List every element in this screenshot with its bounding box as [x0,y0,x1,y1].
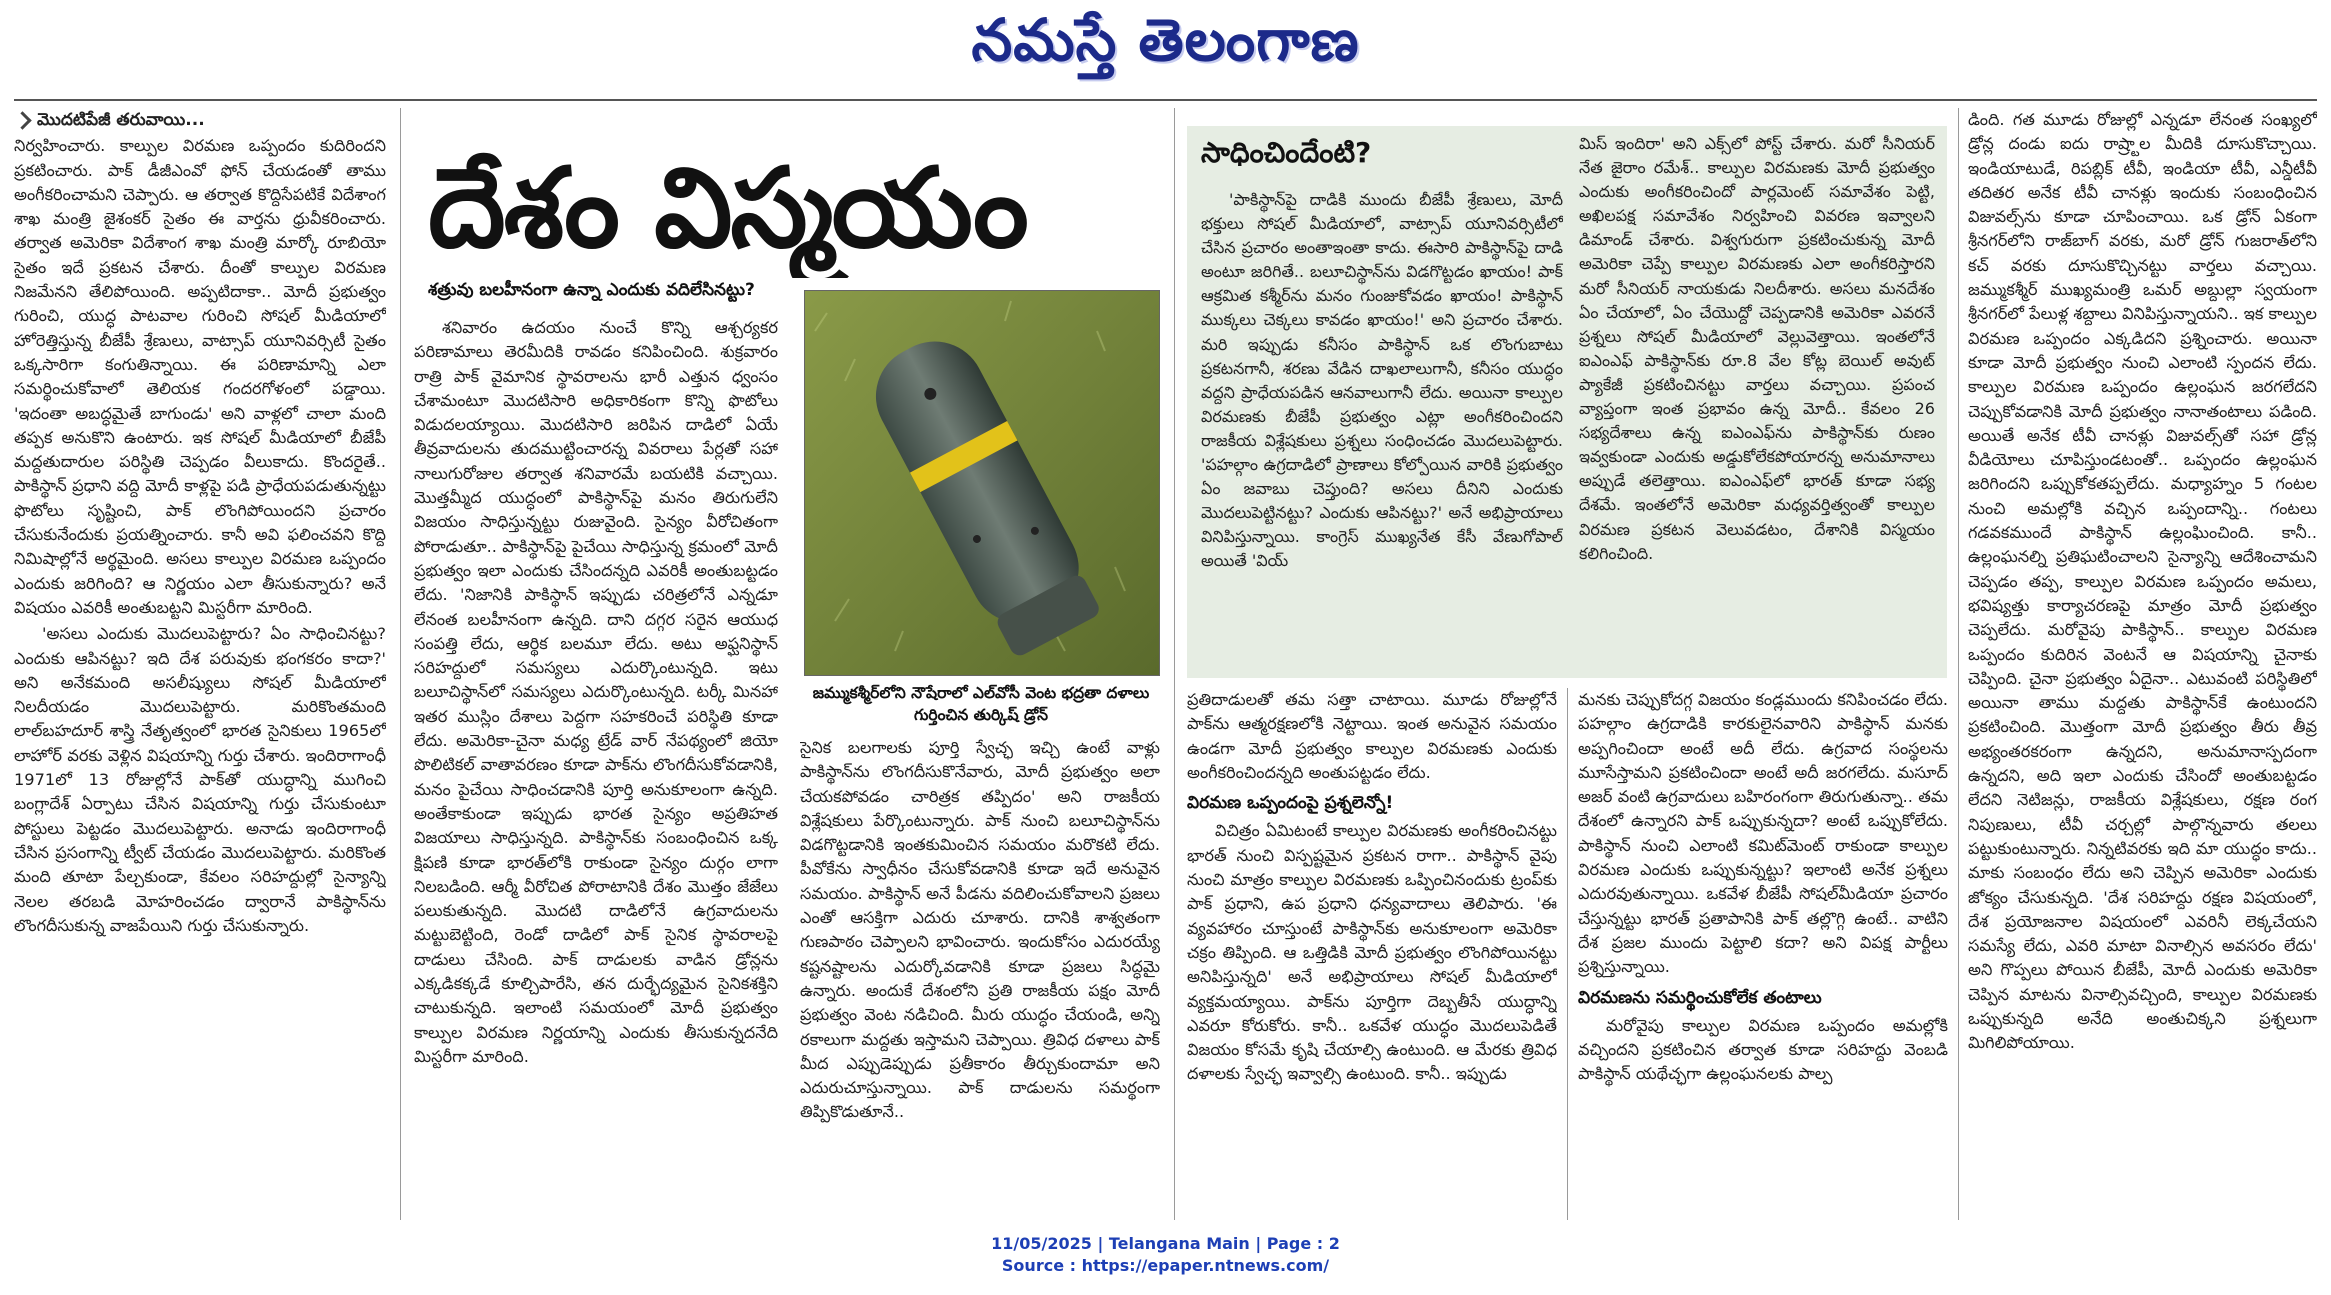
paragraph: మిస్‌ ఇందిరా' అని ఎక్స్‌లో పోస్ట్‌ చేశారు. మరో సీనియర్‌ నేత జైరాం రమేశ్‌.. కాల్పుల విరమణకు మోదీ ప్రభుత్వం ఎందుకు అంగీకరించిందో పార్లమెంట్‌ సమావేశం పెట్టి, అఖిలపక్ష సమావేశం నిర్వహించి వివరణ ఇవ్వాలని డిమాండ్‌ చేశారు. విశ్వగురుగా ప్రకటించుకున్న మోదీ అమెరికా చెప్పే కాల్పుల విరమణకు ఎలా అంగీకరిస్తారని మరో సీనియర్‌ నాయకుడు నిలదీశారు. అసలు మనదేశం ఏం చేయాలో, ఏం చేయొద్దో చెప్పడానికి అమెరికా ఎవరనే ప్రశ్నలు సోషల్‌ మీడియాలో వెల్లువెత్తాయి. ఇంతలోనే ఐఎంఎఫ్‌ పాకిస్థాన్‌కు రూ.8 వేల కోట్ల బెయిల్‌ అవుట్‌ ప్యాకేజీ ప్రకటించినట్టు వార్తలు వచ్చాయి. ప్రపంచ వ్యాప్తంగా ఇంత ప్రభావం ఉన్న మోదీ.. కేవలం 26 సభ్యదేశాలు ఉన్న ఐఎంఎఫ్‌ను పాకిస్థాన్‌కు రుణం ఇవ్వకుండా ఎందుకు అడ్డుకోలేకపోయారన్న అనుమానాలు అప్పుడే తలెత్తాయి. ఐఎంఎఫ్‌లో భారత్‌ కూడా సభ్య దేశమే. ఇంతలోనే అమెరికా మధ్యవర్తిత్వంతో కాల్పుల విరమణ ప్రకటన వెలువడటం, దేశానికి విస్మయం కలిగించింది. [1579,134,1935,563]
continued-label: మొదటిపేజీ తరువాయి... [14,108,386,132]
column-1 [14,108,386,1220]
column-5 [1578,688,1948,1220]
paragraph: ప్రతిదాడులతో తమ సత్తా చాటాయి. మూడు రోజుల్లోనే పాక్‌ను ఆత్మరక్షణలోకి నెట్టాయి. ఇంత అనువైన సమయం ఉండగా మోదీ ప్రభుత్వం కాల్పుల విరమణకు ఎందుకు అంగీకరించిందన్నది అంతుపట్టడం లేదు. [1187,690,1557,782]
paragraph: డింది. గత మూడు రోజుల్లో ఎన్నడూ లేనంత సంఖ్యలో డ్రోన్ల దండు ఐదు రాష్ర్టాల మీదికి దూసుకొచ్చాయి. ఇండియాటుడే, రిపబ్లిక్‌ టీవీ, ఇండియా టీవీ, ఎన్డీటీవీ తదితర అనేక టీవీ చానళ్లు ఇందుకు సంబంధించిన విజువల్స్‌ను కూడా చూపించాయి. ఒక డ్రోన్‌ ఏకంగా శ్రీనగర్‌లోని రాజ్‌బాగ్‌ వరకు, మరో డ్రోన్‌ గుజరాత్‌లోని కచ్‌ వరకు దూసుకొచ్చినట్టు వార్తలు వచ్చాయి. జమ్ముకశ్మీర్‌ ముఖ్యమంత్రి ఒమర్‌ అబ్దుల్లా స్వయంగా శ్రీనగర్‌లో పేలుళ్ల శబ్దాలు వినిపిస్తున్నాయని.. ఇక కాల్పుల విరమణ ఒప్పందం ఎక్కడిదని ప్రశ్నించారు. అయినా కూడా మోదీ ప్రభుత్వం నుంచి ఎలాంటి స్పందన లేదు. కాల్పుల విరమణ ఒప్పందం ఉల్లంఘన జరగలేదని చెప్పుకోవడానికి మోదీ ప్రభుత్వం నానాతంటాలు పడింది. అయితే అనేక టీవీ చానళ్లు విజువల్స్‌తో సహా డ్రోన్ల వీడియోలు చూపిస్తుండటంతో.. ఒప్పందం ఉల్లంఘన జరిగిందని ఒప్పుకోకతప్పలేదు. మధ్యాహ్నం 5 గంటల నుంచి అమల్లోకి వచ్చిన ఒప్పందాన్ని.. గంటలు గడవకముందే పాకిస్థాన్‌ ఉల్లంఘించింది. కానీ.. ఉల్లంఘనల్ని ప్రతిఘటించాలని సైన్యాన్ని ఆదేశించామని చెప్పడం తప్ప, కాల్పుల విరమణ ఒప్పందం అమలు, భవిష్యత్తు కార్యాచరణపై మాత్రం మోదీ ప్రభుత్వం చెప్పలేదు. మరోవైపు పాకిస్థాన్‌.. కాల్పుల విరమణ ఒప్పందం కుదిరిన వెంటనే ఆ విషయాన్ని చైనాకు చెప్పింది. చైనా ప్రభుత్వం ఏదైనా.. ఎటువంటి పరిస్థితిలో అయినా తాము మద్దతు పాకిస్థాన్‌కే ఉంటుందని ప్రకటించింది. మొత్తంగా మోదీ ప్రభుత్వం తీరు తీవ్ర అభ్యంతరకరంగా ఉన్నదని, అనుమానాస్పదంగా ఉన్నదని, అది ఇలా ఎందుకు చేసిందో అంతుబట్టడం లేదని నెటిజన్లు, రాజకీయ విశ్లేషకులు, రక్షణ రంగ నిపుణులు, టీవీ చర్చల్లో పాల్గొన్నవారు తలలు పట్టుకుంటున్నారు. నిన్నటివరకు ఇది మా యుద్ధం కాదు.. మాకు సంబంధం లేదు అని చెప్పిన అమెరికా ఎందుకు జోక్యం చేసుకున్నది. 'దేశ సరిహద్దు రక్షణ విషయంలో, దేశ ప్రయోజనాల విషయంలో ఎవరినీ లెక్కచేయని సమస్యే లేదు, ఎవరి మాటా వినాల్సిన అవసరం లేదు' అని గొప్పలు పోయిన బీజేపీ, మోదీ ఎందుకు అమెరికా చెప్పిన మాటను వినాల్సివచ్చింది, కాల్పుల విరమణకు ఒప్పుకున్నది అనేది అంతుచిక్కని ప్రశ్నలుగా మిగిలిపోయాయి. [1968,110,2317,1053]
column-divider [1958,108,1959,1220]
section-heading: విరమణ ఒప్పందంపై ప్రశ్నలెన్నో! [1187,793,1394,814]
paragraph: 'పాకిస్థాన్‌పై దాడికి ముందు బీజేపీ శ్రేణులు, మోదీ భక్తులు సోషల్‌ మీడియాలో, వాట్సాప్‌ యూనివర్సిటీలో చేసిన ప్రచారం అంతాఇంతా కాదు. ఈసారి పాకిస్థాన్‌పై దాడి అంటూ జరిగితే.. బలూచిస్థాన్‌ను విడగొట్టడం ఖాయం! పాక్‌ ఆక్రమిత కశ్మీర్‌ను మనం గుంజుకోవడం ఖాయం! పాకిస్థాన్‌ ముక్కలు చెక్కలు కావడం ఖాయం!' అని ప్రచారం చేశారు. మరి ఇప్పుడు కనీసం పాకిస్థాన్‌ ఒక లొంగుబాటు ప్రకటనగానీ, శరణు వేడిన దాఖలాలుగానీ, కనీసం యుద్ధం వద్దని ప్రాధేయపడిన ఆనవాలుగానీ లేదు. అయినా కాల్పుల విరమణకు బీజేపీ ప్రభుత్వం ఎట్లా అంగీకరించిందని రాజకీయ విశ్లేషకులు ప్రశ్నలు సంధించడం మొదలుపెట్టారు. 'పహల్గాం ఉగ్రదాడిలో ప్రాణాలు కోల్పోయిన వారికి ప్రభుత్వం ఏం జవాబు చెప్తుంది? అసలు దీనిని ఎందుకు మొదలుపెట్టినట్టు? ఎందుకు ఆపినట్టు?' అనే అభిప్రాయాలు వినిపిస్తున్నాయి. కాంగ్రెస్‌ ముఖ్యనేత కేసీ వేణుగోపాల్‌ అయితే 'వియ్‌ [1201,190,1563,571]
column-3 [800,736,1160,1220]
page-footer [0,1233,2331,1277]
subheadline: శత్రువు బలహీనంగా ఉన్నా ఎందుకు వదిలేసినట్టు? [428,280,755,300]
drone-photo [804,290,1160,676]
masthead-logo: నమస్తే తెలంగాణ [971,6,1360,74]
column-4 [1187,688,1557,1220]
sidebar-box [1187,126,1947,678]
edition-info: 11/05/2025 | Telangana Main | Page : 2 [991,1234,1340,1253]
paragraph: విచిత్రం ఏమిటంటే కాల్పుల విరమణకు అంగీకరించినట్టు భారత్‌ నుంచి విస్పష్టమైన ప్రకటన రాగా.. పాకిస్థాన్‌ వైపు నుంచి మాత్రం కాల్పుల విరమణకు ఒప్పించినందుకు ట్రంప్‌కు పాక్‌ ప్రధాని, ఉప ప్రధాని ధన్యవాదాలు తెలిపారు. 'ఈ వ్యవహారం చూస్తుంటే పాకిస్థాన్‌కు అనుకూలంగా అమెరికా చక్రం తిప్పింది. ఆ ఒత్తిడికి మోదీ ప్రభుత్వం లొంగిపోయినట్టు అనిపిస్తున్నది' అనే అభిప్రాయాలు సోషల్‌ మీడియాలో వ్యక్తమయ్యాయి. పాక్‌ను పూర్తిగా దెబ్బతీసే యుద్ధాన్ని ఎవరూ కోరుకోరు. కానీ.. ఒకవేళ యుద్ధం మొదలుపెడితే విజయం కోసమే కృషి చేయాల్సి ఉంటుంది. ఆ మేరకు త్రివిధ దళాలకు స్వేచ్ఛ ఇవ్వాల్సి ఉంటుంది. కానీ.. ఇప్పుడు [1187,821,1557,1084]
column-2 [414,316,778,1220]
source-link[interactable]: Source : https://epaper.ntnews.com/ [1001,1256,1330,1275]
masthead-rule [14,99,2317,101]
sidebar-column-b [1579,132,1935,670]
column-divider [400,108,401,1220]
column-6 [1968,108,2317,1220]
paragraph: శనివారం ఉదయం నుంచే కొన్ని ఆశ్చర్యకర పరిణామాలు తెరమీదికి రావడం కనిపించింది. శుక్రవారం రాత్రి పాక్‌ వైమానిక స్థావరాలను భారీ ఎత్తున ధ్వంసం చేశామంటూ మొదటిసారి అధికారికంగా కొన్ని ఫొటోలు విడుదలయ్యాయి. మొదటిసారి జరిపిన దాడిలో ఏయే తీవ్రవాదులను తుదముట్టించారన్న వివరాలు పేర్లతో సహా నాలుగురోజుల తర్వాత శనివారమే బయటికి వచ్చాయి. మొత్తమ్మీద యుద్ధంలో పాకిస్థాన్‌పై మనం తిరుగులేని విజయం సాధిస్తున్నట్టు రుజువైంది. సైన్యం వీరోచితంగా పోరాడుతూ.. పాకిస్థాన్‌పై పైచేయి సాధిస్తున్న క్రమంలో మోదీ ప్రభుత్వం ఇలా ఎందుకు చేసిందన్నది ఎవరికీ అంతుబట్టడం లేదు. 'నిజానికి పాకిస్థాన్‌ ఇప్పుడు చరిత్రలోనే ఎన్నడూ లేనంత బలహీనంగా ఉన్నది. దాని దగ్గర సరైన ఆయుధ సంపత్తి లేదు, ఆర్థిక బలమూ లేదు. అటు అఫ్ఘనిస్థాన్‌ సరిహద్దులో సమస్యలు ఎదుర్కొంటున్నది. ఇటు బలూచిస్థాన్‌లో సమస్యలు ఎదుర్కొంటున్నది. టర్కీ మినహా ఇతర ముస్లిం దేశాలు పెద్దగా సహకరించే పరిస్థితి కూడా లేదు. అమెరికా-చైనా మధ్య ట్రేడ్‌ వార్‌ నేపథ్యంలో జియో పొలిటికల్‌ వాతావరణం కూడా పాక్‌ను లొంగదీసుకోవడానికి, మనం పైచేయి సాధించడానికి పూర్తి అనుకూలంగా ఉన్నది. అంతేకాకుండా ఇప్పుడు భారత సైన్యం అప్రతిహత విజయాలు సాధిస్తున్నది. పాకిస్థాన్‌కు సంబంధించిన ఒక్క క్షిపణి కూడా భారత్‌లోకి రాకుండా సైన్యం దుర్గం లాగా నిలబడింది. ఆర్మీ వీరోచిత పోరాటానికి దేశం మొత్తం జేజేలు పలుకుతున్నది. మొదటి దాడిలోనే ఉగ్రవాదులను మట్టుబెట్టింది, రెండో దాడిలో పాక్‌ సైనిక స్థావరాలపై దాడులు చేసింది. పాక్‌ దాడులకు వాడిన డ్రోన్లను ఎక్కడికక్కడే కూల్చిపారేసి, తన దుర్భేద్యమైన సైనికశక్తిని చాటుకున్నది. ఇలాంటి సమయంలో మోదీ ప్రభుత్వం కాల్పుల విరమణ నిర్ణయాన్ని ఎందుకు తీసుకున్నదనేది మిస్టరీగా మారింది. [414,318,778,1066]
chevron-right-icon [14,111,32,129]
paragraph: సైనిక బలగాలకు పూర్తి స్వేచ్ఛ ఇచ్చి ఉంటే వాళ్లు పాకిస్థాన్‌ను లొంగదీసుకొనేవారు, మోదీ ప్రభుత్వం అలా చేయకపోవడం చారిత్రక తప్పిదం' అని రాజకీయ విశ్లేషకులు పేర్కొంటున్నారు. పాక్‌ నుంచి బలూచిస్థాన్‌ను విడగొట్టడానికి ఇంతకుమించిన సమయం మరొకటి లేదు. పీవోకేను స్వాధీనం చేసుకోవడానికి కూడా ఇదే అనువైన సమయం. పాకిస్థాన్‌ అనే పీడను వదిలించుకోవాలని ప్రజలు ఎంతో ఆసక్తిగా ఎదురు చూశారు. దానికి శాశ్వతంగా గుణపాఠం చెప్పాలని భావించారు. ఇందుకోసం ఎదురయ్యే కష్టనష్టాలను ఎదుర్కోవడానికి కూడా ప్రజలు సిద్ధమై ఉన్నారు. అందుకే దేశంలోని ప్రతి రాజకీయ పక్షం మోదీ ప్రభుత్వం వెంట నడిచింది. మీరు యుద్ధం చేయండి, అన్ని రకాలుగా మద్దతు ఇస్తామని చెప్పాయి. త్రివిధ దళాలు పాక్‌ మీద ఎప్పుడెప్పుడు ప్రతీకారం తీర్చుకుందామా అని ఎదురుచూస్తున్నాయి. పాక్‌ దాడులను సమర్థంగా తిప్పికొడుతూనే.. [800,738,1160,1122]
paragraph: మనకు చెప్పుకోదగ్గ విజయం కండ్లముందు కనిపించడం లేదు. పహల్గాం ఉగ్రదాడికి కారకులైనవారిని పాకిస్థాన్‌ మనకు అప్పగించిందా అంటే అదీ లేదు. ఉగ్రవాద సంస్థలను మూసేస్తామని ప్రకటించిందా అంటే అదీ జరగలేదు. మసూద్‌ అజర్‌ వంటి ఉగ్రవాదులు బహిరంగంగా తిరుగుతున్నా.. తమ దేశంలో ఉన్నారని పాక్‌ ఒప్పుకున్నదా? అంటే ఒప్పుకోలేదు. పాకిస్థాన్‌ నుంచి ఎలాంటి కమిట్‌మెంట్‌ రాకుండా కాల్పుల విరమణ ఎందుకు ఒప్పుకున్నట్టు? ఇలాంటి అనేక ప్రశ్నలు ఎదురవుతున్నాయి. ఒకవేళ బీజేపీ సోషల్‌మీడియా ప్రచారం చేస్తున్నట్టు భారత్‌ ప్రతాపానికి పాక్‌ తల్లొగ్గి ఉంటే.. వాటిని దేశ ప్రజల ముందు పెట్టాలి కదా? అని విపక్ష పార్టీలు ప్రశ్నిస్తున్నాయి. [1578,690,1948,977]
paragraph: మరోవైపు కాల్పుల విరమణ ఒప్పందం అమల్లోకి వచ్చిందని ప్రకటించిన తర్వాత కూడా సరిహద్దు వెంబడి పాకిస్థాన్‌ యథేచ్ఛగా ఉల్లంఘనలకు పాల్ప [1578,1015,1948,1084]
paragraph: నిర్వహించారు. కాల్పుల విరమణ ఒప్పందం కుదిరిందని ప్రకటించారు. పాక్‌ డీజీఎంవో ఫోన్‌ చేయడంతో తాము అంగీకరించామని చెప్పారు. ఆ తర్వాత కొద్దిసేపటికే విదేశాంగ శాఖ మంత్రి జైశంకర్‌ సైతం ఈ వార్తను ధ్రువీకరించారు. తర్వాత అమెరికా విదేశాంగ శాఖ మంత్రి మార్కో రూబియో సైతం ఇదే ప్రకటన చేశారు. దీంతో కాల్పుల విరమణ నిజమేనని తేలిపోయింది. అప్పటిదాకా.. మోదీ ప్రభుత్వం గురించి, యుద్ధ పాటవాల గురించి సోషల్‌ మీడియాలో హోరెత్తిస్తున్న బీజేపీ శ్రేణులు, వాట్సాప్‌ యూనివర్సిటీ సైతం ఒక్కసారిగా కంగుతిన్నాయి. ఈ పరిణామాన్ని ఎలా సమర్థించుకోవాలో తెలియక గందరగోళంలో పడ్డాయి. 'ఇదంతా అబద్ధమైతే బాగుండు' అని వాళ్లలో చాలా మంది తప్పక అనుకొని ఉంటారు. ఇక సోషల్‌ మీడియాలో బీజేపీ మద్దతుదారుల పరిస్థితి చెప్పడం వీలుకాదు. కొందరైతే.. పాకిస్థాన్‌ ప్రధాని వద్ది మోదీ కాళ్లపై పడి ప్రాధేయపడుతున్నట్టు ఫొటోలు సృష్టించి, పాక్‌ లొంగిపోయిందని ప్రచారం చేసుకునేందుకు ప్రయత్నించారు. కానీ అవి ఫలించవని కొద్ది నిమిషాల్లోనే అర్థమైంది. అసలు కాల్పుల విరమణ ఒప్పందం ఎందుకు జరిగింది? ఆ నిర్ణయం ఎలా తీసుకున్నారు? అనే విషయం ఎవరికీ అంతుబట్టని మిస్టరీగా మారింది. [14,136,386,617]
paragraph: 'అసలు ఎందుకు మొదలుపెట్టారు? ఏం సాధించినట్టు? ఎందుకు ఆపినట్టు? ఇది దేశ పరువుకు భంగకరం కాదా?' అని అనేకమంది అసలీష్యులు సోషల్‌ మీడియాలో నిలదీయడం మొదలుపెట్టారు. మరికొంతమంది లాల్‌బహదూర్‌ శాస్త్రి నేతృత్వంలో భారత సైనికులు 1965లో లాహోర్‌ వరకు వెళ్లిన విషయాన్ని గుర్తు చేశారు. ఇందిరాగాంధీ 1971లో 13 రోజుల్లోనే పాక్‌తో యుద్ధాన్ని ముగించి బంగ్లాదేశ్‌ ఏర్పాటు చేసిన విషయాన్ని గుర్తు చేసుకుంటూ పోస్టులు పెట్టడం మొదలుపెట్టారు. అనాడు ఇందిరాగాంధీ చేసిన ప్రసంగాన్ని ట్వీట్‌ చేయడం మొదలుపెట్టారు. మరికొంత మంది తూటా పేల్చకుండా, కేవలం సరిహద్దుల్లో సైన్యాన్ని నెలల తరబడి మోహరించడం ద్వారానే పాకిస్థాన్‌ను లొంగదీసుకున్న వాజపేయిని గుర్తు చేసుకున్నారు. [14,624,386,935]
drone-image [805,291,1159,675]
masthead [0,0,2331,88]
section-heading: విరమణను సమర్థించుకోలేక తంటాలు [1578,987,1822,1008]
sidebar-title: సాధించిందేంటి? [1201,136,1372,169]
column-divider [1174,108,1175,1220]
sidebar-column-a [1201,188,1563,670]
headline: దేశం విస్మయం [428,144,1027,272]
photo-caption: జమ్ముకశ్మీర్‌లోని నౌషేరాలో ఎల్‌వోసీ వెంట భద్రతా దళాలు గుర్తించిన తుర్కిష్‌ డ్రోన్‌ [812,684,1150,724]
article [14,108,2317,1220]
column-divider [1567,688,1568,1220]
